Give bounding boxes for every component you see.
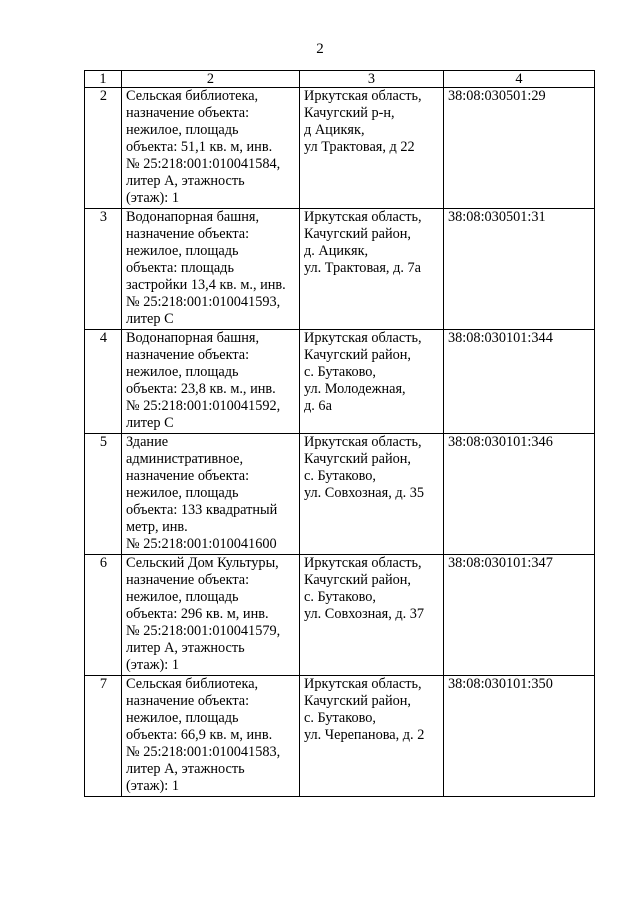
object-address-line: Иркутская область, [304, 434, 422, 450]
object-description [122, 330, 300, 434]
object-address-line: Качугский р-н, [304, 105, 395, 121]
row-number: 3 [85, 209, 122, 330]
object-description-line: назначение объекта: [126, 693, 250, 709]
object-description-line: № 25:218:001:010041593, [126, 294, 281, 310]
object-description-line: № 25:218:001:010041583, [126, 744, 281, 760]
object-description-line: объекта: 296 кв. м, инв. [126, 606, 269, 622]
object-description-line: (этаж): 1 [126, 657, 179, 673]
cadastral-number: 38:08:030501:29 [444, 88, 595, 209]
row-number: 2 [85, 88, 122, 209]
table-body [85, 88, 595, 797]
page-number: 2 [316, 41, 324, 57]
table-row [85, 676, 595, 797]
object-address-line: д. 6а [304, 398, 332, 414]
object-address-line: Иркутская область, [304, 88, 422, 104]
object-address [300, 676, 444, 797]
cadastral-number: 38:08:030101:344 [444, 330, 595, 434]
object-address-line: ул. Трактовая, д. 7а [304, 260, 421, 276]
object-description-line: объекта: 66,9 кв. м, инв. [126, 727, 273, 743]
cadastral-number: 38:08:030501:31 [444, 209, 595, 330]
object-description-line: литер А, этажность [126, 173, 245, 189]
table-row [85, 330, 595, 434]
object-description-line: № 25:218:001:010041592, [126, 398, 281, 414]
object-description-line: № 25:218:001:010041584, [126, 156, 281, 172]
object-address-line: Качугский район, [304, 572, 412, 588]
object-address [300, 434, 444, 555]
object-description-line: назначение объекта: [126, 347, 250, 363]
object-address-line: с. Бутаково, [304, 468, 377, 484]
object-address-line: Качугский район, [304, 693, 412, 709]
object-address-line: ул. Совхозная, д. 35 [304, 485, 425, 501]
object-description-line: нежилое, площадь [126, 122, 239, 138]
object-description-line: нежилое, площадь [126, 485, 239, 501]
column-header-1: 1 [85, 71, 122, 88]
object-description-line: объекта: 23,8 кв. м., инв. [126, 381, 276, 397]
object-description-line: литер С [126, 311, 174, 327]
object-description-line: литер С [126, 415, 174, 431]
object-description-line: Водонапорная башня, [126, 209, 260, 225]
object-description-line: Водонапорная башня, [126, 330, 260, 346]
row-number: 4 [85, 330, 122, 434]
object-description-line: № 25:218:001:010041600 [126, 536, 277, 552]
object-address-line: ул. Совхозная, д. 37 [304, 606, 425, 622]
object-description-line: назначение объекта: [126, 468, 250, 484]
object-address-line: д. Ацикяк, [304, 243, 369, 259]
object-description-line: нежилое, площадь [126, 243, 239, 259]
object-description [122, 555, 300, 676]
object-description [122, 209, 300, 330]
object-address [300, 555, 444, 676]
cadastral-number: 38:08:030101:346 [444, 434, 595, 555]
object-description-line: нежилое, площадь [126, 589, 239, 605]
object-address-line: Качугский район, [304, 347, 412, 363]
object-description-line: объекта: площадь [126, 260, 234, 276]
object-description-line: административное, [126, 451, 244, 467]
cadastral-number: 38:08:030101:347 [444, 555, 595, 676]
column-header-2: 2 [122, 71, 300, 88]
object-address-line: д Ацикяк, [304, 122, 365, 138]
object-description-line: литер А, этажность [126, 640, 245, 656]
object-address [300, 88, 444, 209]
object-description [122, 434, 300, 555]
object-address-line: Качугский район, [304, 226, 412, 242]
object-address-line: Иркутская область, [304, 330, 422, 346]
object-description-line: литер А, этажность [126, 761, 245, 777]
object-description-line: нежилое, площадь [126, 364, 239, 380]
object-address-line: Иркутская область, [304, 676, 422, 692]
row-number: 6 [85, 555, 122, 676]
object-description [122, 88, 300, 209]
object-address-line: Иркутская область, [304, 209, 422, 225]
object-description-line: объекта: 51,1 кв. м, инв. [126, 139, 273, 155]
table-row [85, 555, 595, 676]
column-header-4: 4 [444, 71, 595, 88]
object-description-line: Сельский Дом Культуры, [126, 555, 279, 571]
table-row [85, 434, 595, 555]
object-address-line: ул. Черепанова, д. 2 [304, 727, 425, 743]
object-description-line: (этаж): 1 [126, 778, 179, 794]
object-description-line: объекта: 133 квадратный [126, 502, 278, 518]
object-description-line: нежилое, площадь [126, 710, 239, 726]
object-address-line: ул. Молодежная, [304, 381, 406, 397]
column-header-3: 3 [300, 71, 444, 88]
object-address [300, 209, 444, 330]
object-address-line: Иркутская область, [304, 555, 422, 571]
object-description-line: назначение объекта: [126, 226, 250, 242]
table-header-row [85, 71, 595, 88]
object-description-line: Здание [126, 434, 169, 450]
table-row [85, 209, 595, 330]
object-address-line: с. Бутаково, [304, 364, 377, 380]
property-table [84, 70, 595, 797]
object-description-line: Сельская библиотека, [126, 676, 259, 692]
cadastral-number: 38:08:030101:350 [444, 676, 595, 797]
object-address-line: ул Трактовая, д 22 [304, 139, 415, 155]
table-row [85, 88, 595, 209]
object-address-line: с. Бутаково, [304, 589, 377, 605]
object-description-line: назначение объекта: [126, 105, 250, 121]
object-description-line: назначение объекта: [126, 572, 250, 588]
object-description-line: (этаж): 1 [126, 190, 179, 206]
object-address-line: Качугский район, [304, 451, 412, 467]
object-description [122, 676, 300, 797]
object-description-line: № 25:218:001:010041579, [126, 623, 281, 639]
object-description-line: Сельская библиотека, [126, 88, 259, 104]
object-description-line: застройки 13,4 кв. м., инв. [126, 277, 286, 293]
row-number: 7 [85, 676, 122, 797]
row-number: 5 [85, 434, 122, 555]
object-address [300, 330, 444, 434]
object-address-line: с. Бутаково, [304, 710, 377, 726]
object-description-line: метр, инв. [126, 519, 188, 535]
